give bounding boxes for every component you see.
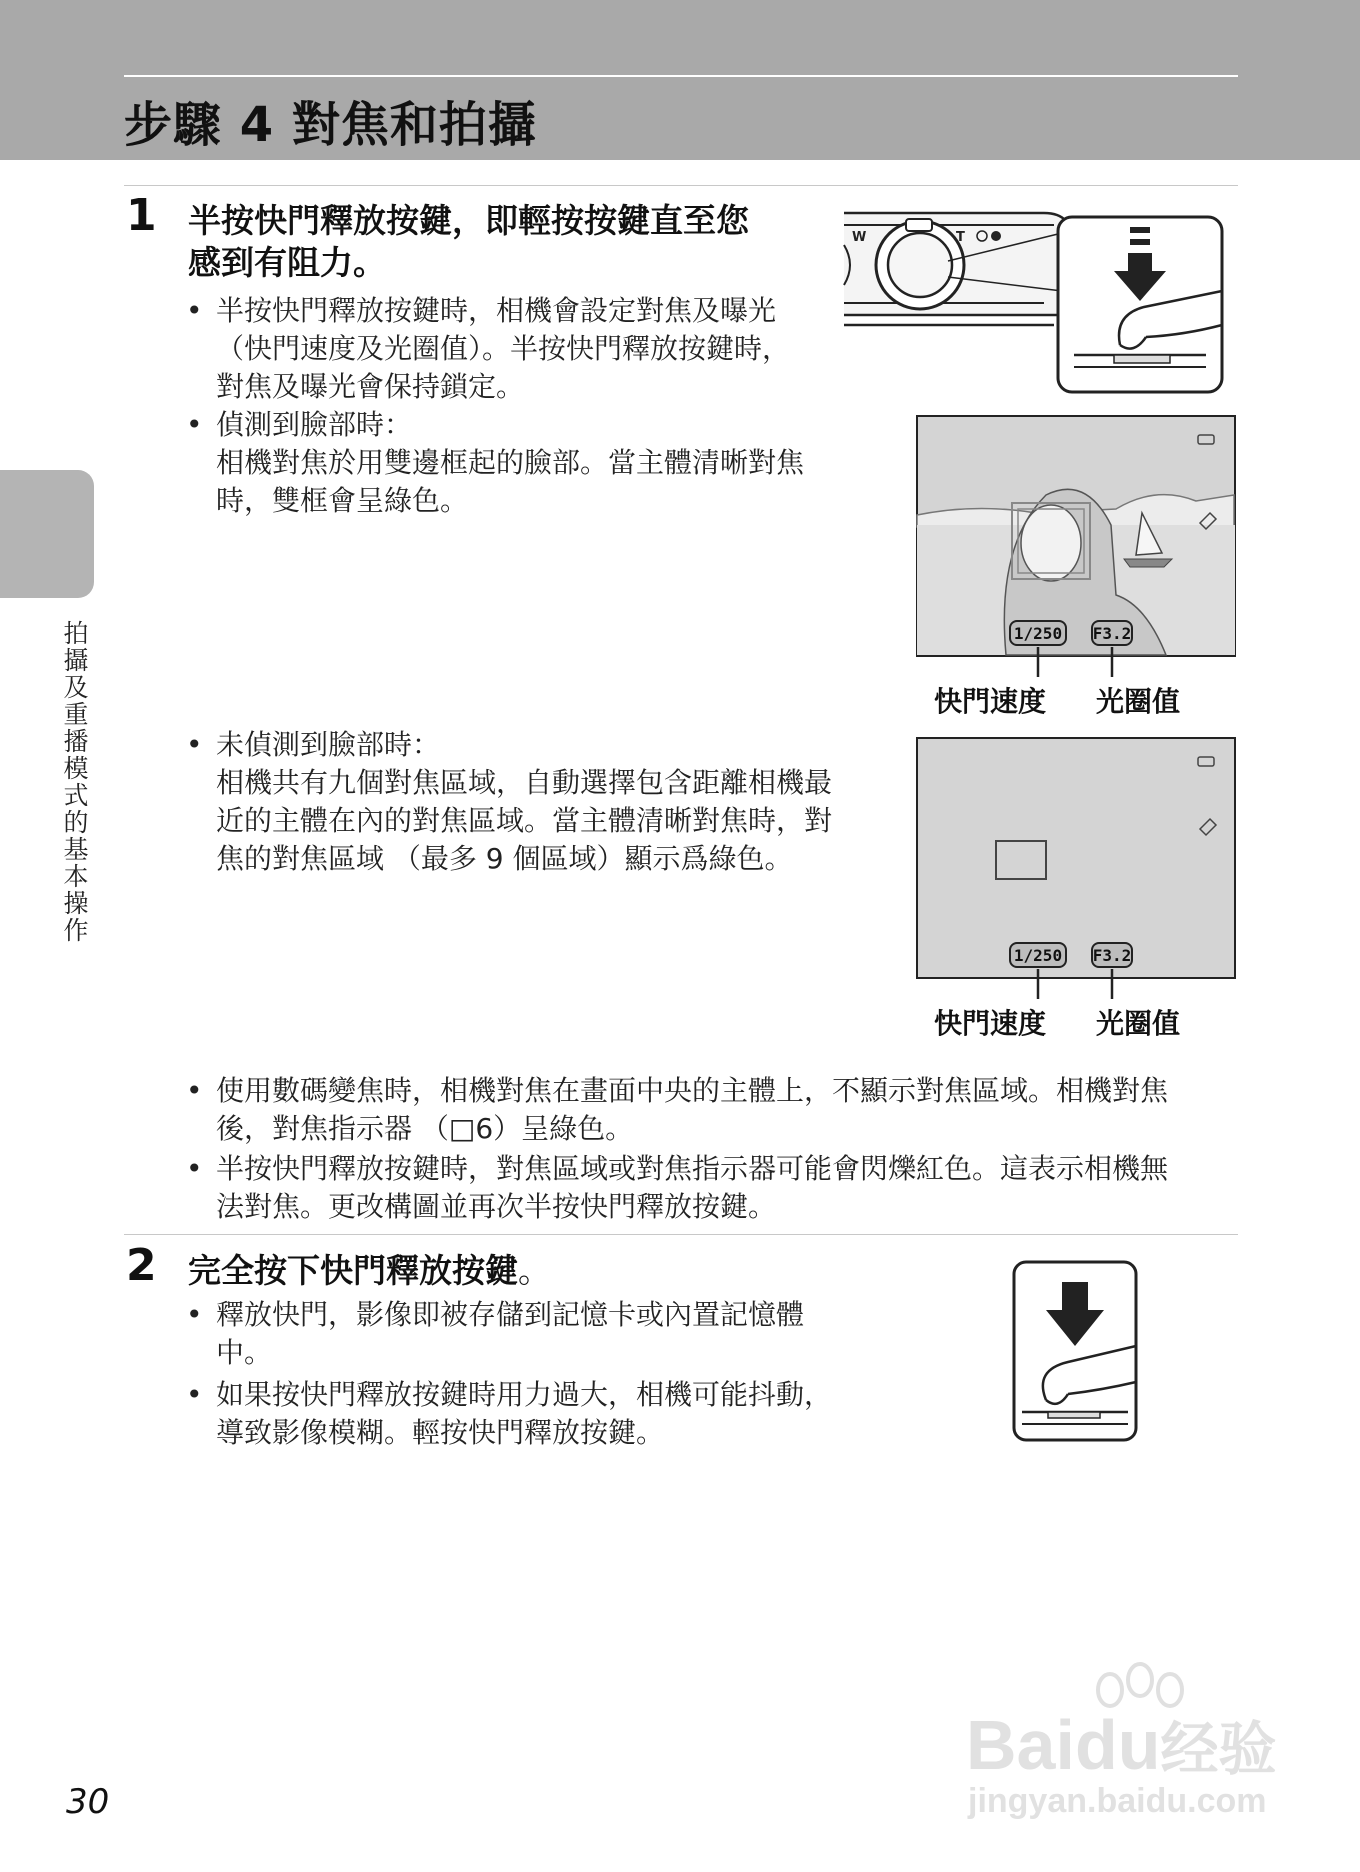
bullet-line: 相機共有九個對焦區域，自動選擇包含距離相機最 [216,766,833,799]
step-2-title [188,1250,828,1292]
bullet-line: • 半按快門釋放按鍵時，相機會設定對焦及曝光 [216,294,777,327]
watermark-url: jingyan.baidu.com [968,1782,1267,1820]
monitor-screen-no-face [916,737,1236,979]
bullet-line: 對焦及曝光會保持鎖定。 [216,370,525,403]
bullet-line: • 偵測到臉部時： [216,408,413,441]
step-1-title-line-1: 半按快門釋放按鍵，即輕按按鍵直至您 [188,201,749,240]
bullet-line: 後，對焦指示器 （□6）呈綠色。 [216,1112,634,1145]
step-1-bullet-1 [186,292,876,406]
aperture-value: F3.2 [1092,624,1132,643]
step-1-bullet-3 [186,726,906,878]
shutter-speed-caption: 快門速度 [934,1007,1047,1040]
bullet-line: • 如果按快門釋放按鍵時用力過大，相機可能抖動， [216,1378,833,1411]
step-2-title-end: 。 [518,1251,551,1290]
step-2-number: 2 [126,1240,157,1291]
help-icon [991,231,1001,241]
aperture-caption: 光圈值 [1096,1007,1181,1040]
bullet-line: • 半按快門釋放按鍵時，對焦區域或對焦指示器可能會閃爍紅色。這表示相機無 [216,1152,1169,1185]
camera-top-illustration [844,205,1224,395]
page-title: 步驟 4 對焦和拍攝 [124,97,537,153]
chapter-label: 拍攝及重播模式的基本操作 [60,620,89,944]
shutter-speed-caption: 快門速度 [934,685,1047,718]
bullet-line: （快門速度及光圈值）。半按快門釋放按鍵時， [216,332,791,365]
section-rule-mid [124,1234,1238,1235]
press-arrow-bar [1130,227,1150,233]
header-rule [124,75,1238,77]
step-1-bullet-4 [186,1072,1276,1148]
monitor-screen-face-detected [916,415,1236,657]
aperture-caption: 光圈值 [1096,685,1181,718]
shutter-speed-value: 1/250 [1013,624,1063,643]
bullet-line: 相機對焦於用雙邊框起的臉部。當主體清晰對焦 [216,446,805,479]
watermark-brand-c: 经验 [1160,1717,1277,1782]
chapter-tab [0,470,94,598]
step-1-bullet-2 [186,406,906,520]
watermark-brand [966,1702,1276,1786]
step-2-title-text: 完全按下快門釋放按鍵 [188,1251,518,1290]
camera-wide-label: W [852,230,867,245]
shutter-speed-value: 1/250 [1013,946,1063,965]
step-1-title [188,200,828,284]
step-1-title-line-2: 感到有阻力。 [188,243,386,282]
bullet-line: 法對焦。更改構圖並再次半按快門釋放按鍵。 [216,1190,777,1223]
step-2-bullet-1 [186,1296,906,1372]
step-1-number: 1 [126,190,157,241]
step-1-bullet-5 [186,1150,1276,1226]
step-2-bullet-2 [186,1376,906,1452]
aperture-value: F3.2 [1092,946,1132,965]
bullet-line: 近的主體在內的對焦區域。當主體清晰對焦時，對 [216,804,833,837]
bullet-line: • 未偵測到臉部時： [216,728,441,761]
bullet-line: 焦的對焦區域 （最多 9 個區域）顯示爲綠色。 [216,842,793,875]
full-press-illustration [1012,1260,1138,1442]
section-rule-top [124,185,1238,186]
camera-tele-label: T [956,230,965,245]
bullet-line: 時，雙框會呈綠色。 [216,484,469,517]
bullet-line: 中。 [216,1336,273,1369]
watermark-brand-a: Bai [966,1706,1075,1784]
bullet-line: • 使用數碼變焦時，相機對焦在畫面中央的主體上，不顯示對焦區域。相機對焦 [216,1074,1169,1107]
page-number: 30 [66,1782,110,1822]
bullet-line: 導致影像模糊。輕按快門釋放按鍵。 [216,1416,665,1449]
bullet-line: • 釋放快門，影像即被存儲到記憶卡或內置記憶體 [216,1298,805,1331]
press-arrow-bar [1130,239,1150,245]
watermark-brand-b: du [1074,1706,1161,1784]
